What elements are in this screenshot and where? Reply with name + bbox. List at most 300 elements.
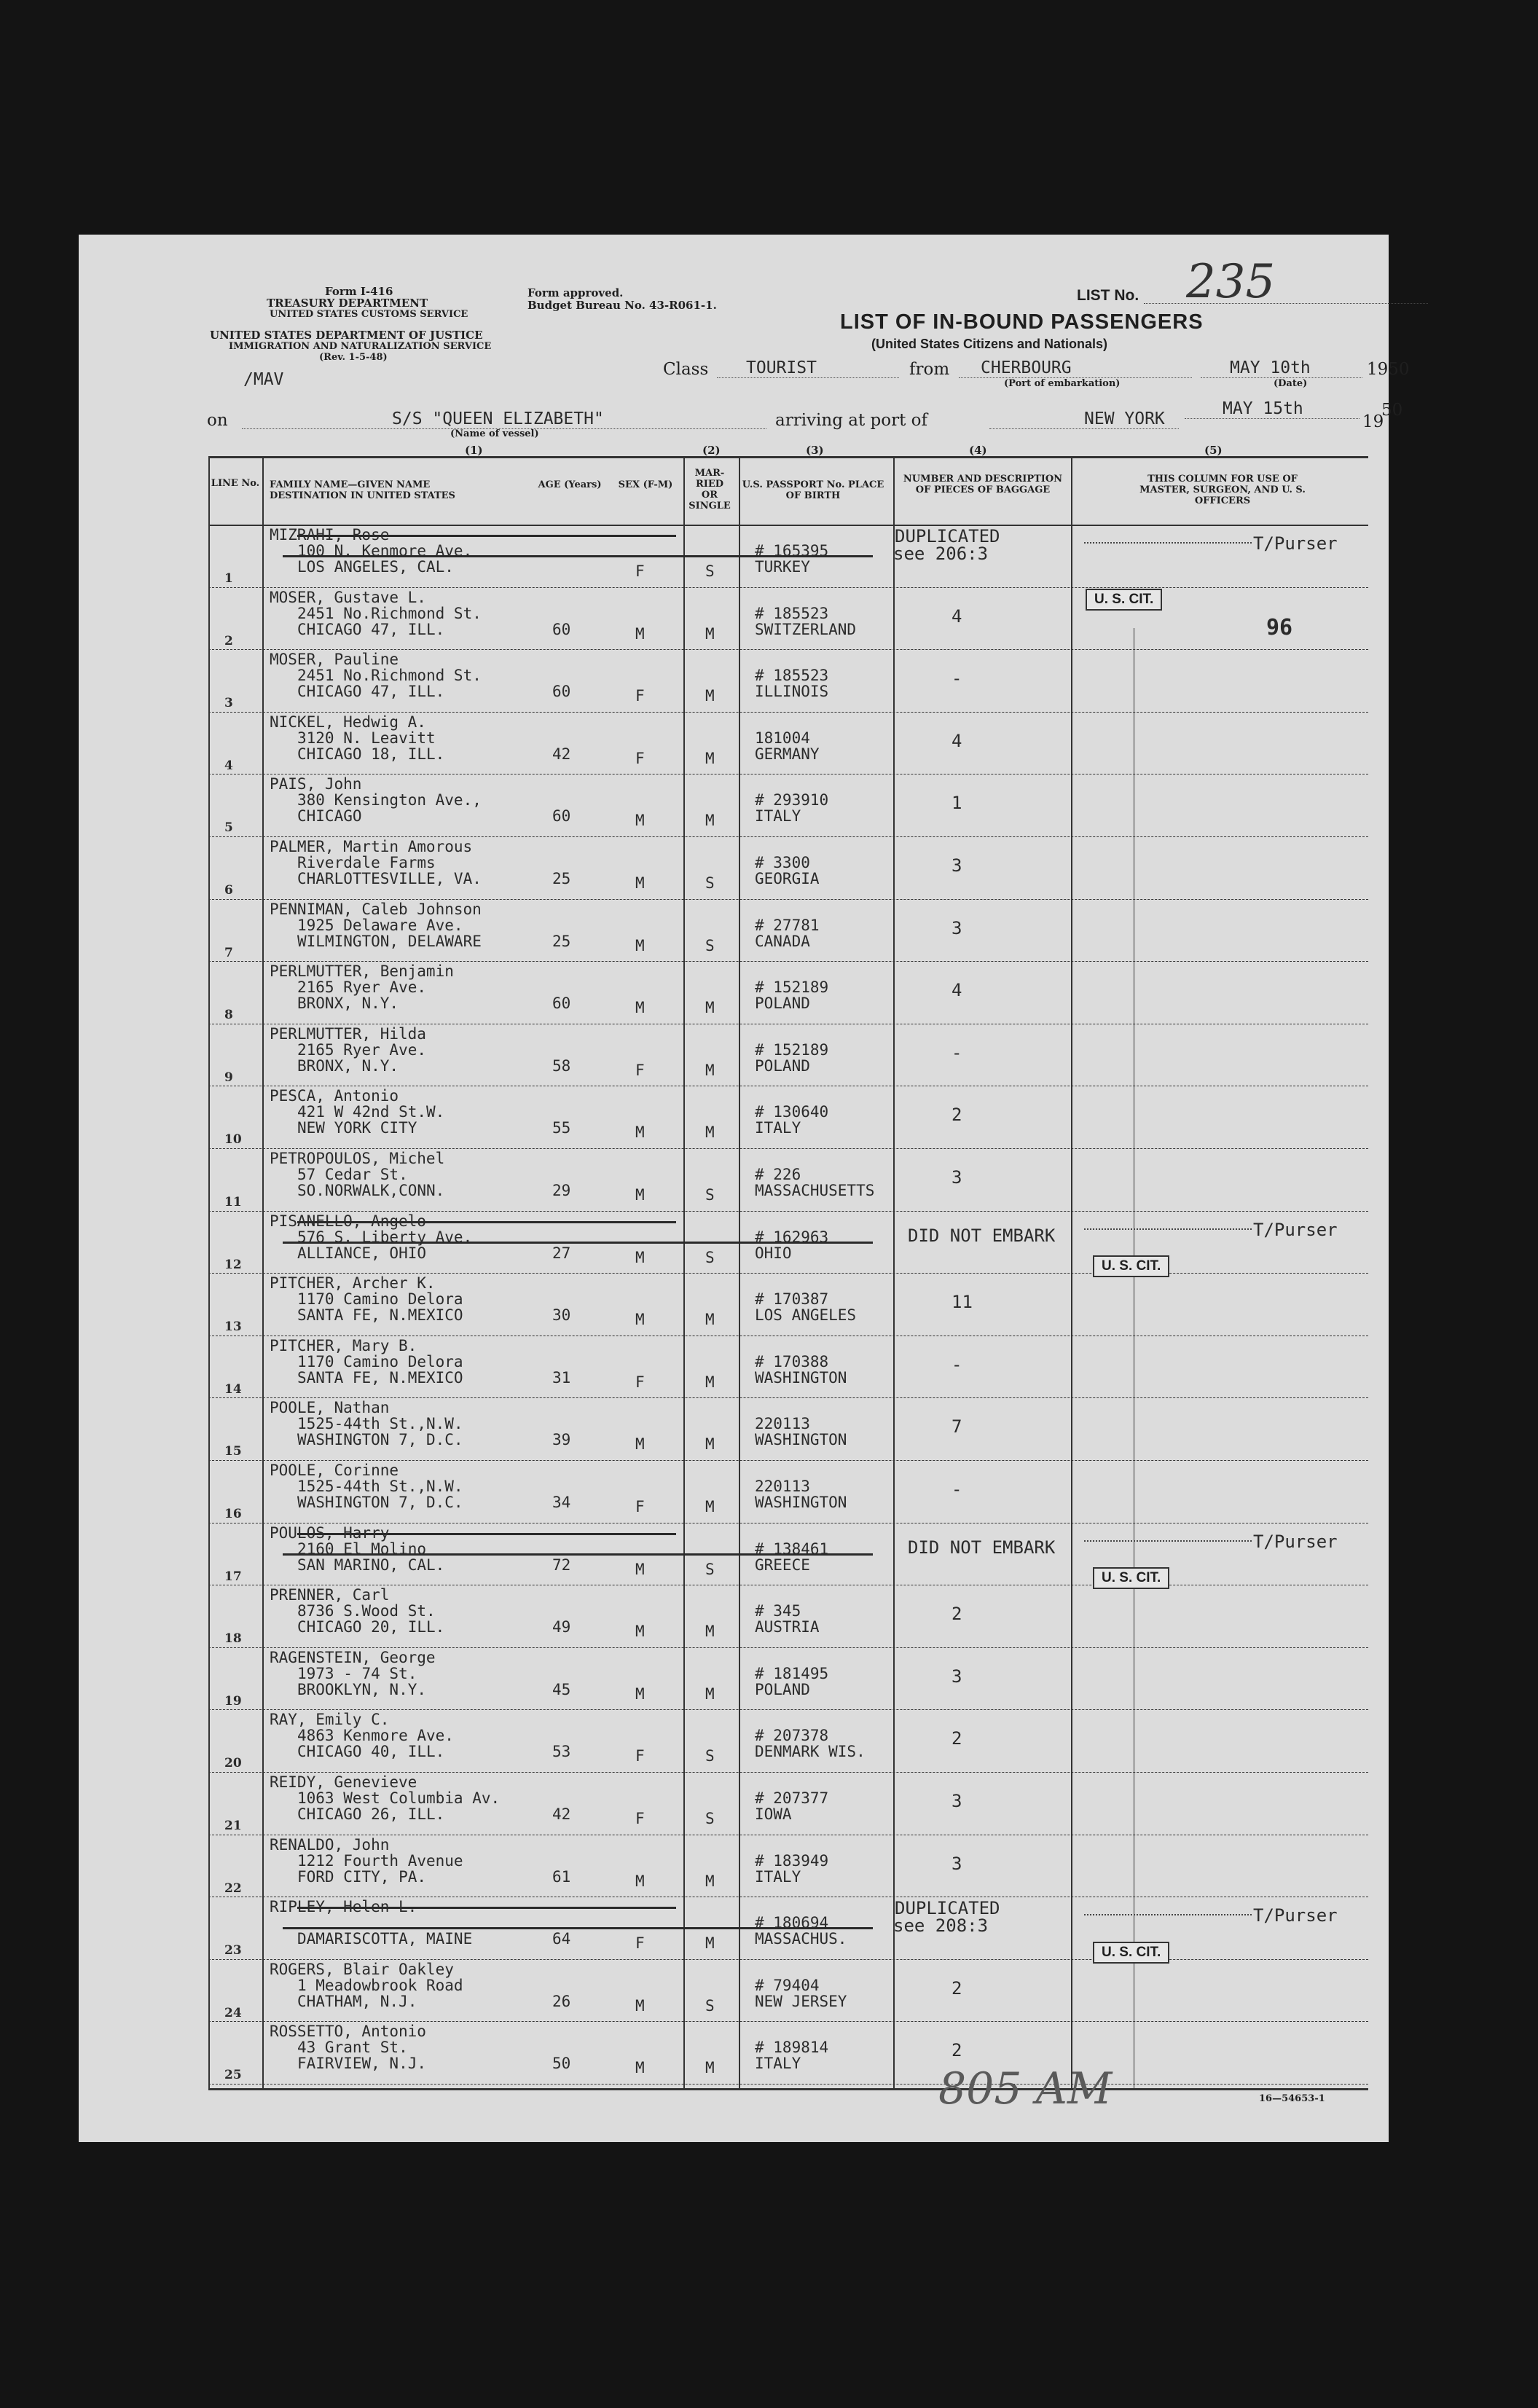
passenger-marital: M <box>705 1373 715 1391</box>
passenger-age: 31 <box>552 1368 571 1387</box>
passport-number: 220113 <box>755 1478 810 1495</box>
passenger-address: 1 Meadowbrook Road <box>297 1976 463 1994</box>
passenger-age: 26 <box>552 1992 571 2010</box>
passenger-city: LOS ANGELES, CAL. <box>297 558 454 576</box>
form-revision: (Rev. 1-5-48) <box>319 352 388 363</box>
passenger-marital: M <box>705 1872 715 1890</box>
passport-number: # 3300 <box>755 854 810 871</box>
col-num-5: (5) <box>1204 444 1223 457</box>
form-approved: Form approved. <box>527 286 624 299</box>
baggage-count: 2 <box>952 1728 962 1749</box>
passenger-marital: M <box>705 749 715 767</box>
place-of-birth: AUSTRIA <box>755 1618 820 1636</box>
passenger-age: 49 <box>552 1618 571 1636</box>
passenger-marital: M <box>705 624 715 643</box>
from-label: from <box>909 360 950 379</box>
place-of-birth: POLAND <box>755 1680 810 1698</box>
col-num-1: (1) <box>465 444 483 457</box>
passenger-age: 60 <box>552 683 571 701</box>
passenger-age: 50 <box>552 2055 571 2073</box>
passenger-age: 53 <box>552 1743 571 1761</box>
passenger-sex: M <box>635 1685 645 1703</box>
place-of-birth: DENMARK WIS. <box>755 1743 866 1761</box>
place-of-birth: WASHINGTON <box>755 1368 847 1387</box>
baggage-count: 3 <box>952 1791 962 1811</box>
line-number: 1 <box>224 571 233 586</box>
passenger-name: PERLMUTTER, Hilda <box>270 1024 426 1043</box>
passenger-city: FORD CITY, PA. <box>297 1867 427 1886</box>
vessel-name: S/S "QUEEN ELIZABETH" <box>242 409 766 429</box>
strike-line <box>297 1533 676 1535</box>
passenger-marital: M <box>705 1498 715 1515</box>
passenger-address: 2165 Ryer Ave. <box>297 1040 427 1059</box>
port-embarkation-note: (Port of embarkation) <box>1004 378 1121 389</box>
passenger-age: 42 <box>552 745 571 763</box>
strike-line <box>283 1927 873 1929</box>
line-number: 5 <box>224 820 233 836</box>
from-value: CHERBOURG <box>959 358 1192 378</box>
strike-line <box>297 1907 676 1909</box>
col-name: FAMILY NAME—GIVEN NAME DESTINATION IN UNITED STATES <box>270 479 455 501</box>
ins-service: IMMIGRATION AND NATURALIZATION SERVICE <box>229 341 492 352</box>
passenger-address: 380 Kensington Ave., <box>297 791 482 809</box>
departure-year: 1950 <box>1367 360 1410 379</box>
form-title: LIST OF IN-BOUND PASSENGERS <box>840 310 1204 334</box>
line-number: 22 <box>224 1880 242 1896</box>
row-rule <box>208 1709 1368 1710</box>
row-rule <box>208 1460 1368 1461</box>
passenger-sex: M <box>635 1186 645 1204</box>
passenger-marital: S <box>705 1996 715 2015</box>
passenger-marital: S <box>705 936 715 954</box>
passenger-sex: M <box>635 1872 645 1890</box>
passenger-marital: M <box>705 1435 715 1454</box>
baggage-count: 3 <box>952 855 962 876</box>
passenger-city: WASHINGTON 7, D.C. <box>297 1494 463 1511</box>
list-no-value: 235 <box>1186 255 1276 309</box>
passenger-city: FAIRVIEW, N.J. <box>297 2055 427 2073</box>
row-rule <box>208 2084 1368 2085</box>
passenger-marital: S <box>705 1810 715 1827</box>
passenger-name: PENNIMAN, Caleb Johnson <box>270 900 482 918</box>
passenger-marital: S <box>705 1747 715 1765</box>
passenger-name: RAY, Emily C. <box>270 1711 390 1729</box>
us-citizen-stamp: U. S. CIT. <box>1093 1567 1169 1589</box>
form-number: Form I-416 <box>325 285 393 298</box>
line-number: 19 <box>224 1693 242 1709</box>
baggage-count: 4 <box>952 605 962 627</box>
rule-passport <box>893 456 895 2088</box>
place-of-birth: ITALY <box>755 1119 801 1137</box>
passenger-city: BRONX, N.Y. <box>297 995 399 1013</box>
passenger-address: 421 W 42nd St.W. <box>297 1103 445 1121</box>
passport-number: 181004 <box>755 729 810 747</box>
row-rule <box>208 1647 1368 1648</box>
passport-number: # 170387 <box>755 1290 829 1309</box>
passenger-age: 64 <box>552 1930 571 1948</box>
passenger-city: CHICAGO 26, ILL. <box>297 1805 445 1823</box>
passenger-name: ROGERS, Blair Oakley <box>270 1960 454 1978</box>
passenger-sex: F <box>635 749 645 767</box>
passenger-name: REIDY, Genevieve <box>270 1773 417 1791</box>
passenger-marital: M <box>705 1123 715 1142</box>
passenger-sex: M <box>635 1435 645 1454</box>
passenger-city: SANTA FE, N.MEXICO <box>297 1306 463 1325</box>
arrival-date: MAY 15th <box>1185 399 1360 419</box>
passenger-age: 34 <box>552 1494 571 1511</box>
line-number: 25 <box>224 2068 242 2083</box>
passenger-city: CHARLOTTESVILLE, VA. <box>297 870 482 887</box>
passenger-age: 61 <box>552 1867 571 1886</box>
passenger-age: 45 <box>552 1680 571 1698</box>
baggage-count: 3 <box>952 1853 962 1874</box>
passport-number: # 181495 <box>755 1664 829 1682</box>
passenger-age: 58 <box>552 1056 571 1075</box>
place-of-birth: ITALY <box>755 1867 801 1886</box>
place-of-birth: WASHINGTON <box>755 1494 847 1511</box>
line-number: 20 <box>224 1756 242 1771</box>
table-bottom-rule <box>208 2088 1368 2090</box>
passenger-marital: S <box>705 562 715 580</box>
passport-number: # 170388 <box>755 1352 829 1370</box>
passport-number: # 183949 <box>755 1851 829 1870</box>
passenger-address: 4863 Kenmore Ave. <box>297 1727 454 1745</box>
row-rule <box>208 961 1368 962</box>
baggage-note: see 208:3 <box>893 1915 989 1937</box>
passenger-address: 1973 - 74 St. <box>297 1664 417 1682</box>
row-rule <box>208 899 1368 900</box>
passenger-city: WASHINGTON 7, D.C. <box>297 1431 463 1449</box>
passenger-marital: M <box>705 1685 715 1703</box>
date-note: (Date) <box>1274 378 1308 389</box>
passenger-address: 43 Grant St. <box>297 2039 408 2057</box>
passenger-name: MOSER, Gustave L. <box>270 588 426 606</box>
passenger-name: PERLMUTTER, Benjamin <box>270 962 454 981</box>
passenger-sex: M <box>635 1623 645 1641</box>
line-number: 16 <box>224 1507 242 1521</box>
footer-handwritten-time: 805 AM <box>938 2063 1113 2114</box>
passenger-name: RAGENSTEIN, George <box>270 1648 436 1666</box>
line-number: 13 <box>224 1319 242 1335</box>
line-number: 4 <box>224 758 233 773</box>
passport-number: # 293910 <box>755 791 829 809</box>
baggage-count: 3 <box>952 1666 962 1687</box>
passenger-city: CHICAGO 47, ILL. <box>297 620 445 638</box>
passenger-address: 100 N. Kenmore Ave. <box>297 542 473 560</box>
passport-number: # 345 <box>755 1602 801 1620</box>
baggage-count: - <box>952 1479 962 1499</box>
passenger-city: CHICAGO 18, ILL. <box>297 745 445 763</box>
passenger-sex: F <box>635 562 645 580</box>
passenger-sex: M <box>635 1248 645 1266</box>
passenger-sex: F <box>635 1747 645 1765</box>
arriving-label: arriving at port of <box>775 411 927 430</box>
place-of-birth: TURKEY <box>755 558 810 576</box>
passenger-sex: M <box>635 1311 645 1329</box>
row-rule <box>208 1211 1368 1212</box>
row-rule <box>208 2021 1368 2022</box>
passenger-marital: S <box>705 1248 715 1266</box>
passenger-city: SANTA FE, N.MEXICO <box>297 1368 463 1387</box>
place-of-birth: WASHINGTON <box>755 1431 847 1449</box>
passenger-name: POOLE, Corinne <box>270 1462 399 1479</box>
passenger-city: SO.NORWALK,CONN. <box>297 1182 445 1199</box>
baggage-count: - <box>952 1042 962 1063</box>
place-of-birth: ILLINOIS <box>755 683 829 701</box>
line-number: 14 <box>224 1381 242 1397</box>
row-rule <box>208 1959 1368 1960</box>
class-value: TOURIST <box>717 358 899 378</box>
passenger-name: PISANELLO, Angelo <box>270 1212 426 1230</box>
row-rule <box>208 1148 1368 1149</box>
passenger-marital: M <box>705 687 715 705</box>
officer-dotted-line <box>1084 1914 1252 1915</box>
passenger-marital: M <box>705 999 715 1017</box>
departure-date: MAY 10th <box>1201 358 1362 378</box>
baggage-count: 3 <box>952 917 962 938</box>
row-rule <box>208 1397 1368 1398</box>
col-officers: THIS COLUMN FOR USE OF MASTER, SURGEON, AND U. S. OFFICERS <box>1139 474 1306 506</box>
passenger-age: 60 <box>552 620 571 638</box>
passenger-address: 2451 No.Richmond St. <box>297 667 482 685</box>
justice-dept: UNITED STATES DEPARTMENT OF JUSTICE <box>210 329 483 342</box>
col-num-2: (2) <box>702 444 721 457</box>
passenger-city: CHICAGO 20, ILL. <box>297 1618 445 1636</box>
place-of-birth: MASSACHUSETTS <box>755 1182 875 1199</box>
passenger-sex: M <box>635 1123 645 1142</box>
col-baggage: NUMBER AND DESCRIPTION OF PIECES OF BAGGAGE <box>903 474 1063 495</box>
place-of-birth: ITALY <box>755 2055 801 2073</box>
passenger-age: 60 <box>552 995 571 1013</box>
passenger-marital: M <box>705 1311 715 1329</box>
passenger-address: 1170 Camino Delora <box>297 1290 463 1309</box>
passport-number: # 189814 <box>755 2039 829 2057</box>
baggage-count: - <box>952 668 962 689</box>
officer-dotted-line <box>1084 542 1252 544</box>
line-number: 17 <box>224 1569 242 1584</box>
line-number: 7 <box>224 945 233 960</box>
passenger-sex: M <box>635 1996 645 2015</box>
place-of-birth: ITALY <box>755 807 801 825</box>
passenger-age: 60 <box>552 807 571 825</box>
passenger-city: WILMINGTON, DELAWARE <box>297 932 482 950</box>
passenger-address: 1170 Camino Delora <box>297 1352 463 1370</box>
passenger-city: DAMARISCOTTA, MAINE <box>297 1930 473 1948</box>
passenger-sex: M <box>635 812 645 830</box>
passenger-age: 25 <box>552 870 571 887</box>
form-sheet <box>79 235 1410 2142</box>
line-number: 6 <box>224 883 233 898</box>
passenger-city: ALLIANCE, OHIO <box>297 1244 427 1262</box>
baggage-count: DUPLICATED <box>895 1898 1000 1919</box>
budget-bureau: Budget Bureau No. 43-R061-1. <box>527 299 717 312</box>
passenger-address: Riverdale Farms <box>297 854 436 871</box>
col-age: AGE (Years) <box>538 479 602 490</box>
baggage-count: 2 <box>952 1604 962 1625</box>
passenger-marital: S <box>705 1186 715 1204</box>
baggage-count: - <box>952 1354 962 1375</box>
col-num-4: (4) <box>969 444 987 457</box>
line-number: 23 <box>224 1943 242 1958</box>
passenger-sex: M <box>635 624 645 643</box>
place-of-birth: GEORGIA <box>755 870 820 887</box>
passenger-sex: M <box>635 999 645 1017</box>
passport-number: # 152189 <box>755 1040 829 1059</box>
passenger-marital: M <box>705 2059 715 2077</box>
rule-sex <box>683 456 685 2088</box>
passenger-sex: F <box>635 1061 645 1079</box>
baggage-count: 2 <box>952 2040 962 2061</box>
place-of-birth: GREECE <box>755 1556 810 1574</box>
passenger-sex: F <box>635 1934 645 1953</box>
list-no-label: LIST No. <box>1077 287 1139 304</box>
line-number: 8 <box>224 1008 233 1023</box>
passenger-city: CHICAGO 47, ILL. <box>297 683 445 701</box>
baggage-count: DUPLICATED <box>895 526 1000 546</box>
passport-number: # 162963 <box>755 1228 829 1246</box>
treasury-dept: TREASURY DEPARTMENT <box>267 297 428 310</box>
passenger-city: CHICAGO 40, ILL. <box>297 1743 445 1761</box>
passenger-name: NICKEL, Hedwig A. <box>270 713 426 731</box>
strike-line <box>283 1242 873 1244</box>
passenger-age: 29 <box>552 1182 571 1199</box>
rule-baggage <box>1071 456 1072 2088</box>
row-rule <box>208 587 1368 588</box>
officer-dotted-line <box>1084 1540 1252 1542</box>
passenger-address: 1212 Fourth Avenue <box>297 1851 463 1870</box>
row-rule <box>208 1772 1368 1773</box>
passenger-address: 2165 Ryer Ave. <box>297 979 427 997</box>
passenger-marital: S <box>705 1560 715 1578</box>
passport-number: # 207377 <box>755 1789 829 1807</box>
baggage-count: 11 <box>952 1292 973 1313</box>
arrival-year-prefix: 19 <box>1362 412 1384 431</box>
col-num-3: (3) <box>806 444 824 457</box>
purser-note: T/Purser <box>1253 533 1338 554</box>
passenger-address: 3120 N. Leavitt <box>297 729 436 747</box>
passenger-city: BROOKLYN, N.Y. <box>297 1680 427 1698</box>
passenger-sex: F <box>635 1810 645 1827</box>
passenger-name: PITCHER, Archer K. <box>270 1274 436 1293</box>
place-of-birth: POLAND <box>755 1056 810 1075</box>
passport-number: # 138461 <box>755 1540 829 1558</box>
passport-number: # 130640 <box>755 1103 829 1121</box>
rule-line <box>262 456 264 2088</box>
passenger-city: CHICAGO <box>297 807 362 825</box>
passenger-name: PRENNER, Carl <box>270 1586 390 1604</box>
passport-number: # 152189 <box>755 979 829 997</box>
on-label: on <box>207 411 228 430</box>
row-rule <box>208 649 1368 650</box>
col-passport: U.S. PASSPORT No. PLACE OF BIRTH <box>742 479 884 501</box>
baggage-count: DID NOT EMBARK <box>908 1537 1056 1558</box>
passenger-marital: S <box>705 874 715 892</box>
passenger-sex: M <box>635 874 645 892</box>
baggage-count: DID NOT EMBARK <box>908 1225 1056 1246</box>
passenger-age: 42 <box>552 1805 571 1823</box>
vessel-note: (Name of vessel) <box>450 428 539 439</box>
strike-line <box>283 555 873 557</box>
baggage-count: 4 <box>952 730 962 751</box>
baggage-count: 2 <box>952 1105 962 1126</box>
passenger-address: 576 S. Liberty Ave. <box>297 1228 473 1246</box>
row-rule <box>208 1273 1368 1274</box>
strike-line <box>297 1221 676 1223</box>
line-number: 12 <box>224 1257 242 1272</box>
place-of-birth: SWITZERLAND <box>755 620 857 638</box>
passenger-name: RENALDO, John <box>270 1835 390 1854</box>
row-rule <box>208 836 1368 837</box>
passenger-age: 72 <box>552 1556 571 1574</box>
passenger-address: 57 Cedar St. <box>297 1166 408 1183</box>
passenger-address: 8736 S.Wood St. <box>297 1602 436 1620</box>
passport-number: # 165395 <box>755 542 829 560</box>
baggage-count: 3 <box>952 1167 962 1188</box>
passenger-marital: M <box>705 812 715 830</box>
line-number: 24 <box>224 2005 242 2020</box>
table-top-rule <box>208 456 1368 458</box>
line-number: 11 <box>224 1195 242 1209</box>
passenger-sex: F <box>635 1498 645 1515</box>
passenger-city: SAN MARINO, CAL. <box>297 1556 445 1574</box>
arrival-port: NEW YORK <box>989 409 1179 429</box>
passenger-name: PESCA, Antonio <box>270 1087 399 1105</box>
purser-note: T/Purser <box>1253 1219 1338 1240</box>
rule-left <box>208 456 210 2088</box>
passport-number: # 226 <box>755 1166 801 1183</box>
officer-count: 96 <box>1266 614 1293 640</box>
place-of-birth: GERMANY <box>755 745 820 763</box>
passenger-name: PAIS, John <box>270 775 362 793</box>
col-married: MAR-RIED OR SINGLE <box>688 468 731 511</box>
passenger-name: POOLE, Nathan <box>270 1399 390 1417</box>
passenger-name: MOSER, Pauline <box>270 651 399 669</box>
baggage-count: 2 <box>952 1977 962 1999</box>
passenger-address: 1525-44th St.,N.W. <box>297 1415 463 1433</box>
baggage-count: 7 <box>952 1416 962 1438</box>
place-of-birth: POLAND <box>755 995 810 1013</box>
purser-note: T/Purser <box>1253 1905 1338 1926</box>
passenger-age: 25 <box>552 932 571 950</box>
passport-number: # 185523 <box>755 667 829 685</box>
place-of-birth: LOS ANGELES <box>755 1306 857 1325</box>
passenger-name: PETROPOULOS, Michel <box>270 1150 445 1167</box>
form-subtitle: (United States Citizens and Nationals) <box>871 337 1108 351</box>
passenger-city: NEW YORK CITY <box>297 1119 417 1137</box>
passenger-city: CHATHAM, N.J. <box>297 1992 417 2010</box>
passenger-city: BRONX, N.Y. <box>297 1056 399 1075</box>
place-of-birth: IOWA <box>755 1805 792 1823</box>
passenger-name: RIPLEY, Helen L. <box>270 1898 417 1916</box>
line-number: 15 <box>224 1444 242 1459</box>
place-of-birth: NEW JERSEY <box>755 1992 847 2010</box>
line-number: 18 <box>224 1631 242 1647</box>
passenger-address: 1925 Delaware Ave. <box>297 916 463 934</box>
arrival-year-suffix: 50 <box>1381 401 1403 420</box>
passenger-name: PALMER, Martin Amorous <box>270 838 473 855</box>
col-line-no: LINE No. <box>211 478 260 489</box>
passport-number: # 79404 <box>755 1976 820 1994</box>
passenger-name: PITCHER, Mary B. <box>270 1336 417 1354</box>
baggage-note: see 206:3 <box>893 544 989 564</box>
place-of-birth: MASSACHUS. <box>755 1930 847 1948</box>
passport-number: # 207378 <box>755 1727 829 1745</box>
passenger-sex: M <box>635 2059 645 2077</box>
class-label: Class <box>663 360 709 379</box>
passenger-age: 55 <box>552 1119 571 1137</box>
passenger-marital: M <box>705 1623 715 1641</box>
passenger-sex: F <box>635 1373 645 1391</box>
